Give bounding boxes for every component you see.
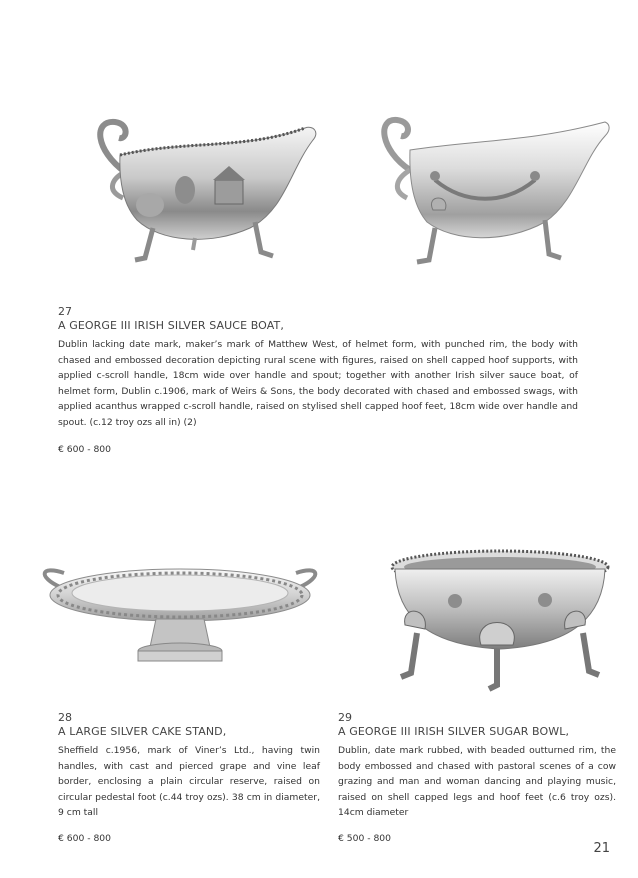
lot-estimate: € 600 - 800: [58, 443, 111, 455]
lot-title: A LARGE SILVER CAKE STAND,: [58, 725, 227, 738]
cake-stand-image: [30, 555, 330, 685]
lot-description: Sheffield c.1956, mark of Viner’s Ltd., having twin handles, with cast and pierced grape and vine leaf border, enclosing a plain circular reserve, raised on circular pedestal foot (c.44 troy ozs). 38 cm in diameter, 9 cm tall: [58, 745, 320, 819]
lot-estimate: € 500 - 800: [338, 832, 391, 844]
sauce-boat-swags-image: [355, 110, 620, 280]
lot-description: Dublin lacking date mark, maker’s mark of Matthew West, of helmet form, with punched rim, the body with chased and embossed decoration depicting rural scene with figures, raised on shell capped hoof supports, with applied c-scroll handle, 18cm wide over handle and spout; together with another Irish silver sauce boat, of helmet form, Dublin c.1906, mark of Weirs & Sons, the body decorated with chased and embossed swags, with applied acanthus wrapped c-scroll handle, raised on stylised shell capped hoof feet, 18cm wide over handle and spout. (c.12 troy ozs all in) (2): [58, 339, 578, 428]
sauce-boat-embossed-image: [75, 110, 335, 280]
lot-29: [338, 711, 616, 845]
lot-number: 27: [58, 305, 72, 318]
lot-description: Dublin, date mark rubbed, with beaded outturned rim, the body embossed and chased with pastoral scenes of a cow grazing and man and woman dancing and playing music, raised on shell capped legs and hoof feet (c.6 troy ozs). 14cm diameter: [338, 745, 616, 819]
lot-estimate: € 600 - 800: [58, 832, 111, 844]
lot-title: A GEORGE III IRISH SILVER SUGAR BOWL,: [338, 725, 570, 738]
sugar-bowl-image: [385, 545, 615, 705]
lot-title: A GEORGE III IRISH SILVER SAUCE BOAT,: [58, 319, 284, 332]
lot-27: [58, 305, 578, 456]
page-number: 21: [593, 841, 610, 856]
lot-number: 29: [338, 711, 352, 724]
lot-28: [58, 711, 320, 845]
lot-number: 28: [58, 711, 72, 724]
